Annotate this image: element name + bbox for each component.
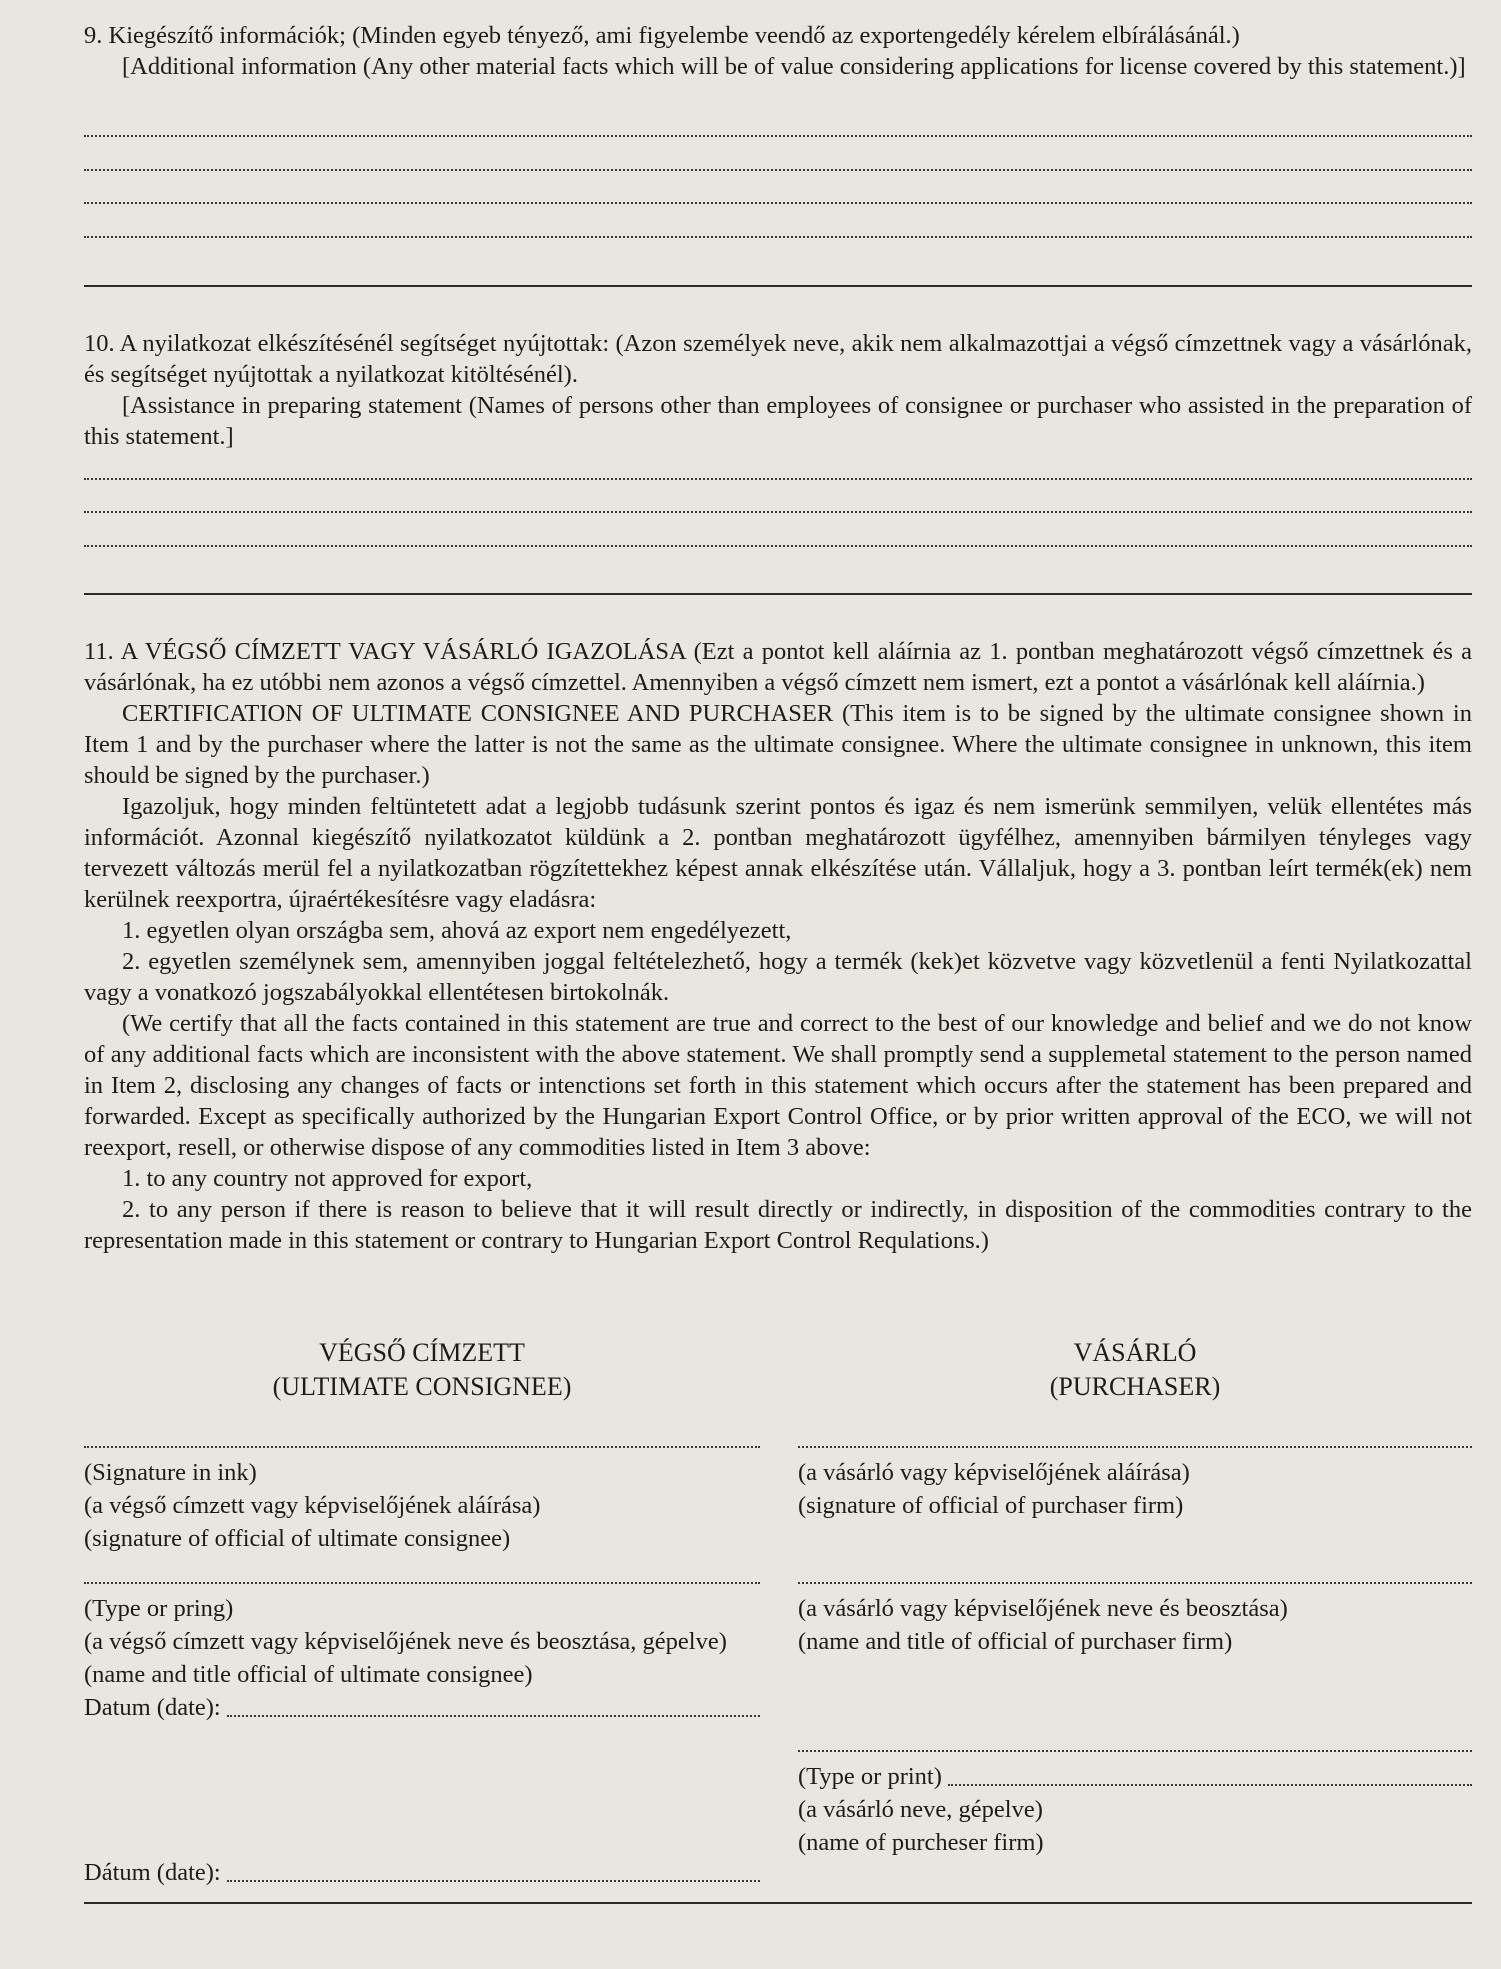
purchaser-firm-line[interactable] xyxy=(798,1750,1472,1752)
section-10-heading-en: [Assistance in preparing statement (Names of persons other than employees of consignee or purchaser who assisted in the preparation of this statement.] xyxy=(84,392,1472,450)
consignee-name-label-hu: (a végső címzett vagy képviselőjének neve és beosztása, gépelve) xyxy=(84,1628,727,1655)
consignee-name-label-en: (name and title official of ultimate consignee) xyxy=(84,1661,533,1688)
consignee-date-label: Datum (date): xyxy=(84,1694,221,1721)
consignee-sig-label: (Signature in ink) xyxy=(84,1459,257,1486)
certification-en-item-2: 2. to any person if there is reason to believe that it will result directly or indirectly, in disposition of the commodities contrary to the representation made in this statement or contrary to Hungarian Export Control Requlations.) xyxy=(84,1196,1472,1254)
section-divider xyxy=(84,285,1472,287)
bottom-date-field[interactable] xyxy=(84,1856,760,1889)
purchaser-name-line[interactable] xyxy=(798,1582,1472,1584)
certification-hu-item-2: 2. egyetlen személynek sem, amennyiben joggal feltételezhető, hogy a termék (kek)et közvetve vagy közvetlenül a fenti Nyilatkozattal vagy a vonatkozó jogszabályokkal ellentétesen birtokolnák. xyxy=(84,948,1472,1006)
section-9 xyxy=(84,20,1472,82)
fill-line[interactable] xyxy=(84,135,1472,137)
bottom-rule xyxy=(84,1902,1472,1904)
consignee-title: VÉGSŐ CÍMZETT xyxy=(319,1338,525,1367)
section-10 xyxy=(84,328,1472,452)
purchaser-firm-print-line[interactable] xyxy=(948,1784,1472,1786)
fill-line[interactable] xyxy=(84,511,1472,513)
consignee-date-line[interactable] xyxy=(227,1715,760,1717)
section-9-heading-en: [Additional information (Any other material facts which will be of value considering applications for license covered by this statement.)] xyxy=(122,53,1466,80)
fill-line[interactable] xyxy=(84,478,1472,480)
bottom-date-line[interactable] xyxy=(227,1880,760,1882)
consignee-column xyxy=(84,1336,760,1724)
purchaser-sig-label-hu: (a vásárló vagy képviselőjének aláírása) xyxy=(798,1459,1190,1486)
fill-line[interactable] xyxy=(84,169,1472,171)
purchaser-column xyxy=(798,1336,1472,1859)
purchaser-sig-label-en: (signature of official of purchaser firm) xyxy=(798,1492,1184,1519)
purchaser-name-label-en: (name and title of official of purchaser firm) xyxy=(798,1628,1233,1655)
purchaser-title: VÁSÁRLÓ xyxy=(1073,1338,1197,1367)
section-11-heading: 11. A VÉGSŐ CÍMZETT VAGY VÁSÁRLÓ IGAZOLÁSA (Ezt a pontot kell aláírnia az 1. pontban meghatározott végső címzettnek és a vásárlónak, ha ez utóbbi nem azonos a végső címzettel. Amennyiben a végső címzett nem ismert, ezt a pontot a vásárlónak kell aláírnia.) xyxy=(84,638,1472,696)
consignee-name-label: (Type or pring) xyxy=(84,1595,234,1622)
section-10-heading: 10. A nyilatkozat elkészítésénél segítséget nyújtottak: (Azon személyek neve, akik nem alkalmazottjai a végső címzettnek vagy a vásárlónak, és segítséget nyújtottak a nyilatkozat kitöltésénél). xyxy=(84,330,1472,388)
consignee-signature-line[interactable] xyxy=(84,1446,760,1448)
consignee-sig-label-en: (signature of official of ultimate consignee) xyxy=(84,1525,511,1552)
section-11 xyxy=(84,636,1472,1256)
certification-en: (We certify that all the facts contained in this statement are true and correct to the best of our knowledge and belief and we do not know of any additional facts which are inconsistent with the above statement. We shall promptly send a supplemetal statement to the person named in Item 2, disclosing any changes of facts or intenctions set forth in this statement which occurs after the statement has been prepared and forwarded. Except as specifically authorized by the Hungarian Export Control Office, or by prior written approval of the ECO, we will not reexport, resell, or otherwise dispose of any commodities listed in Item 3 above: xyxy=(84,1010,1472,1161)
certification-hu: Igazoljuk, hogy minden feltüntetett adat a legjobb tudásunk szerint pontos és igaz és nem ismerünk semmilyen, velük ellentétes más információt. Azonnal kiegészítő nyilatkozatot küldünk a 2. pontban meghatározott ügyfélhez, amennyiben bármilyen tényleges vagy tervezett változás merül fel a nyilatkozatban rögzítettekhez képest annak elkészítése után. Vállaljuk, hogy a 3. pontban leírt termék(ek) nem kerülnek reexportra, újraértékesítésre vagy eladásra: xyxy=(84,793,1472,913)
certification-en-item-1: 1. to any country not approved for export, xyxy=(122,1165,533,1192)
purchaser-title-en: (PURCHASER) xyxy=(1049,1372,1221,1401)
bottom-date-label: Dátum (date): xyxy=(84,1859,221,1886)
section-11-heading-en: CERTIFICATION OF ULTIMATE CONSIGNEE AND PURCHASER (This item is to be signed by the ultimate consignee shown in Item 1 and by the purchaser where the latter is not the same as the ultimate consignee. Where the ultimate consignee in unknown, this item should be signed by the purchaser.) xyxy=(84,700,1472,789)
purchaser-firm-field[interactable] xyxy=(798,1760,1472,1793)
section-9-heading: 9. Kiegészítő információk; (Minden egyeb tényező, ami figyelembe veendő az exportengedély kérelem elbírálásánál.) xyxy=(84,22,1240,49)
consignee-sig-label-hu: (a végső címzett vagy képviselőjének aláírása) xyxy=(84,1492,541,1519)
purchaser-signature-line[interactable] xyxy=(798,1446,1472,1448)
fill-line[interactable] xyxy=(84,236,1472,238)
fill-line[interactable] xyxy=(84,545,1472,547)
consignee-title-en: (ULTIMATE CONSIGNEE) xyxy=(272,1372,572,1401)
consignee-name-line[interactable] xyxy=(84,1582,760,1584)
consignee-date-field[interactable] xyxy=(84,1691,760,1724)
purchaser-name-label-hu: (a vásárló vagy képviselőjének neve és beosztása) xyxy=(798,1595,1288,1622)
certification-hu-item-1: 1. egyetlen olyan országba sem, ahová az export nem engedélyezett, xyxy=(122,917,792,944)
purchaser-firm-label: (Type or print) xyxy=(798,1763,942,1790)
purchaser-firm-label-hu: (a vásárló neve, gépelve) xyxy=(798,1796,1043,1823)
section-divider xyxy=(84,593,1472,595)
fill-line[interactable] xyxy=(84,202,1472,204)
purchaser-firm-label-en: (name of purcheser firm) xyxy=(798,1829,1044,1856)
